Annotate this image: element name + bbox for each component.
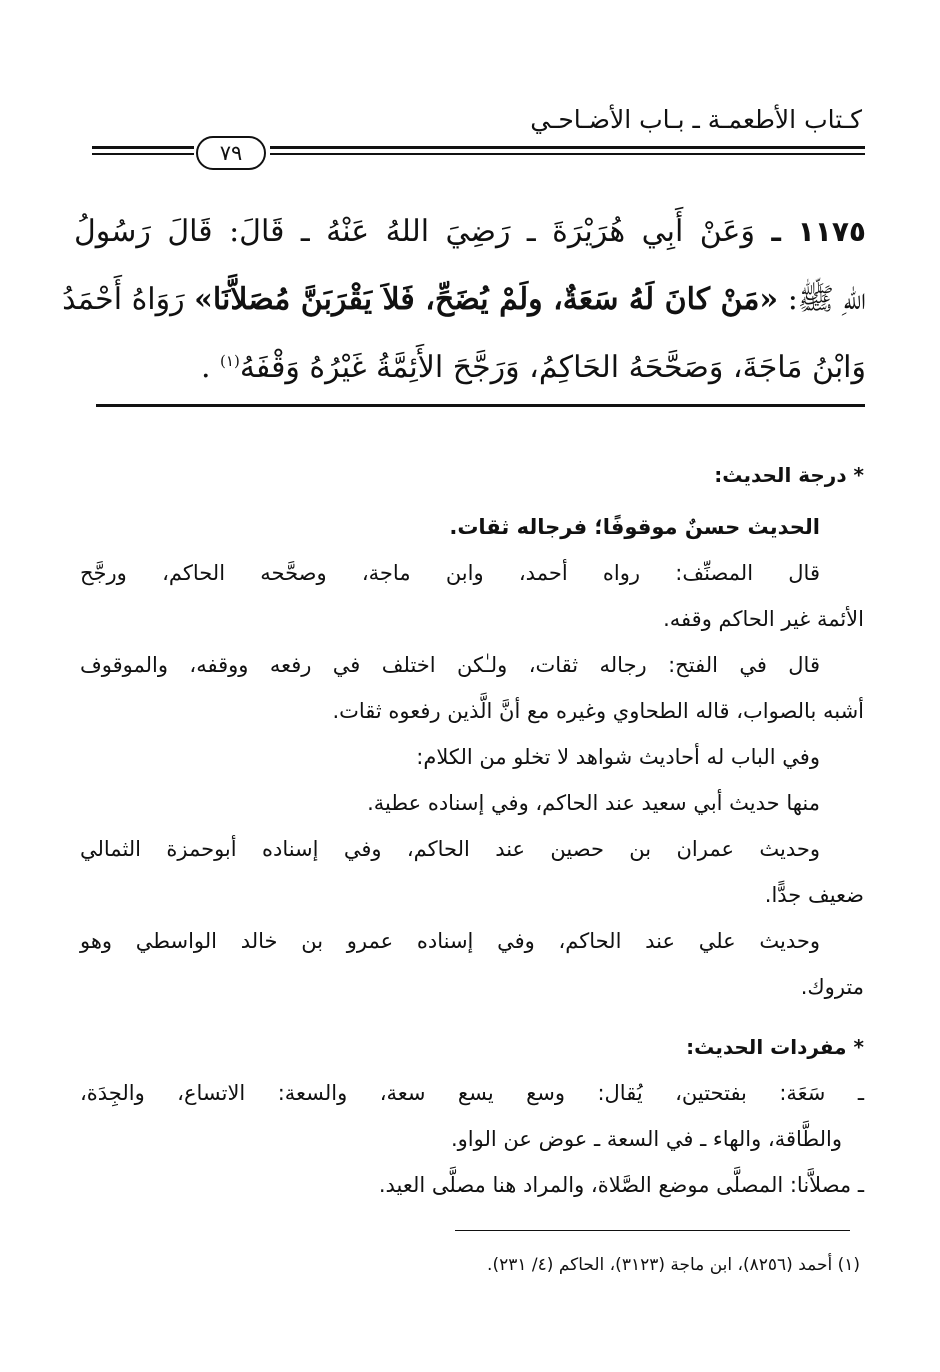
- hadith-line-2-start: اللهِ ﷺ:: [778, 282, 866, 317]
- hadith-line-1-text: وَعَنْ أَبِي هُرَيْرَةَ ـ رَضِيَ اللهُ عَنْهُ ـ قَالَ: قَالَ رَسُولُ: [74, 214, 755, 249]
- footnote: (١) أحمد (٨٢٥٦)، ابن ماجة (٣١٢٣)، الحاكم (٤/ ٢٣١).: [487, 1255, 860, 1275]
- vocab-heading: * مفردات الحديث:: [686, 1035, 864, 1059]
- grade-line: متروك.: [800, 975, 864, 999]
- hadith-quote: «مَنْ كانَ لَهُ سَعَةٌ، ولَمْ يُضَحِّ، فَلاَ يَقْرَبَنَّ مُصَلاَّنَا»: [194, 282, 779, 317]
- hadith-line-3-end: .: [200, 350, 221, 385]
- grade-line: وفي الباب له أحاديث شواهد لا تخلو من الكلام:: [416, 745, 820, 769]
- vocab-line: والطَّاقة، والهاء ـ في السعة ـ عوض عن الواو.: [450, 1127, 842, 1151]
- page-number: ٧٩: [196, 136, 266, 170]
- footnote-reference: (١): [220, 352, 240, 370]
- hadith-text: [62, 198, 866, 402]
- grade-section: [80, 452, 864, 1010]
- running-head: كـتاب الأطعمـة ـ بـاب الأضـاحـي: [530, 105, 862, 134]
- hadith-line-1: [74, 198, 866, 266]
- header-rule-left: [92, 146, 194, 149]
- grade-line: قال المصنِّف: رواه أحمد، وابن ماجة، وصحَّحه الحاكم، ورجَّح: [80, 561, 820, 585]
- header-rule-left-thin: [92, 153, 194, 155]
- grade-line: ضعيف جدًّا.: [764, 883, 864, 907]
- vocab-section: [80, 1024, 864, 1208]
- hadith-line-3: [74, 334, 866, 402]
- hadith-line-2-end: رَوَاهُ أَحْمَدُ: [62, 282, 195, 317]
- header-rule-right: [270, 146, 865, 149]
- section-separator: [96, 404, 865, 407]
- hadith-line-3-text: وَابْنُ مَاجَةَ، وَصَحَّحَهُ الحَاكِمُ، وَرَجَّحَ الأَئِمَّةُ غَيْرُهُ وَقْفَهُ: [239, 350, 866, 385]
- hadith-number: ١١٧٥ ـ: [771, 215, 866, 248]
- grade-line: قال في الفتح: رجاله ثقات، ولـٰكن اختلف في رفعه ووقفه، والموقوف: [80, 653, 820, 677]
- grade-line: الأئمة غير الحاكم وقفه.: [663, 607, 864, 631]
- vocab-line: ـ سَعَة: بفتحتين، يُقال: وسع يسع سعة، والسعة: الاتساع، والجِدَة،: [80, 1081, 864, 1105]
- grade-line: أشبه بالصواب، قاله الطحاوي وغيره مع أنَّ الَّذين رفعوه ثقات.: [332, 699, 864, 723]
- header-rule-right-thin: [270, 153, 865, 155]
- grade-line: الحديث حسنٌ موقوفًا؛ فرجاله ثقات.: [449, 515, 820, 539]
- vocab-line: ـ مصلاَّنا: المصلَّى موضع الصَّلاة، والمراد هنا مصلَّى العيد.: [378, 1173, 864, 1197]
- grade-heading: * درجة الحديث:: [714, 463, 864, 487]
- grade-line: منها حديث أبي سعيد عند الحاكم، وفي إسناده عطية.: [367, 791, 820, 815]
- hadith-line-2: [62, 266, 866, 334]
- footnote-rule: [455, 1230, 850, 1231]
- grade-line: وحديث علي عند الحاكم، وفي إسناده عمرو بن خالد الواسطي وهو: [80, 929, 820, 953]
- grade-line: وحديث عمران بن حصين عند الحاكم، وفي إسناده أبوحمزة الثمالي: [80, 837, 820, 861]
